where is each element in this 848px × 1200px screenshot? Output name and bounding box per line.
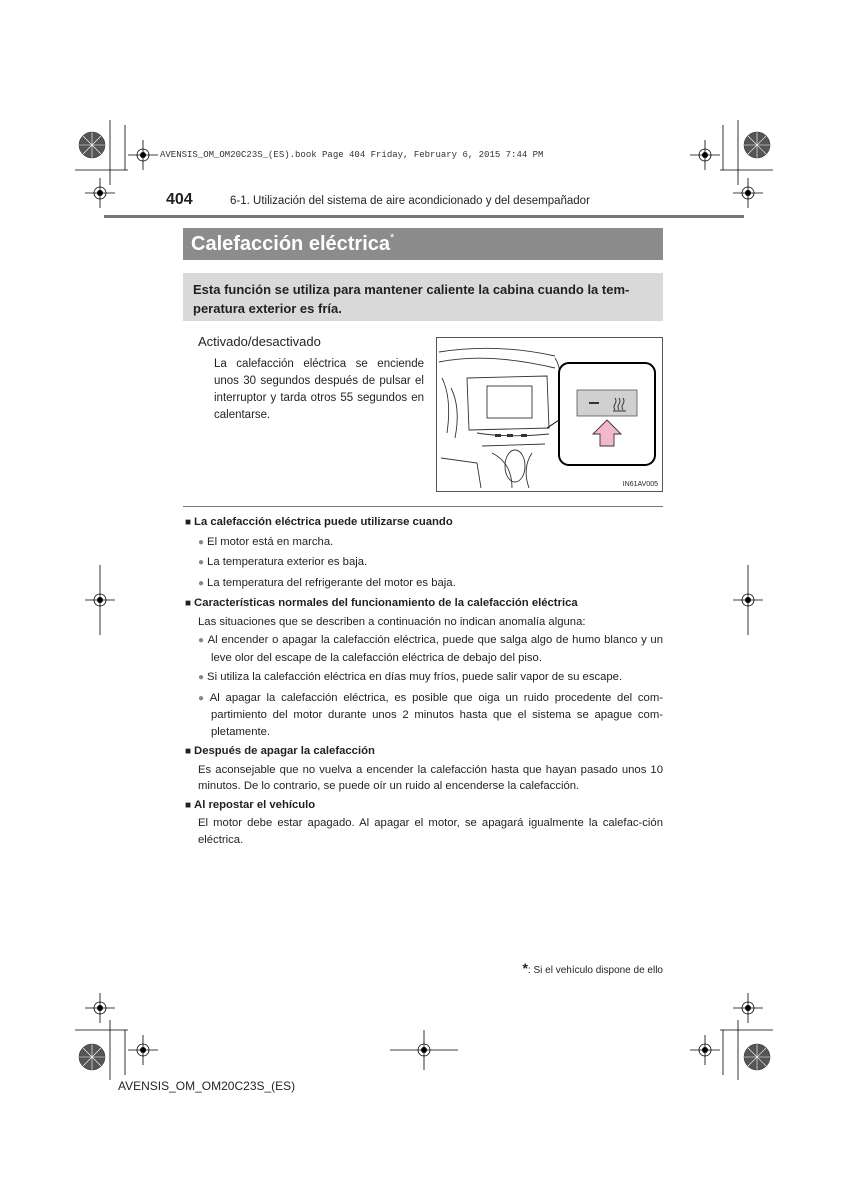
- note-bullet: ● Al apagar la calefacción eléctrica, es posible que oiga un ruido procedente del com-partimiento del motor durante unos 2 minutos hasta que el sistema se apague com-pletamente.: [185, 690, 663, 741]
- page-number: 404: [166, 191, 193, 208]
- footer-code: AVENSIS_OM_OM20C23S_(ES): [118, 1079, 296, 1093]
- note-paragraph: El motor debe estar apagado. Al apagar el motor, se apagará igualmente la calefac-ción eléctrica.: [198, 817, 663, 846]
- section-rule: [183, 506, 663, 507]
- note-paragraph: Las situaciones que se describen a continuación no indican anomalía alguna:: [198, 615, 586, 628]
- on-off-label: Activado/desactivado: [198, 334, 321, 349]
- note-heading: ■ Al repostar el vehículo: [185, 797, 663, 815]
- page-title: [183, 228, 663, 260]
- note-bullet: ● La temperatura del refrigerante del motor es baja.: [185, 575, 663, 593]
- page-title-text: Calefacción eléctrica: [191, 233, 390, 255]
- section-title: 6-1. Utilización del sistema de aire acondicionado y del desempañador: [230, 195, 590, 207]
- note-heading: ■ Características normales del funcionamiento de la calefacción eléctrica: [185, 595, 663, 613]
- dashboard-drawing: [437, 338, 662, 491]
- notes-body: [185, 512, 663, 850]
- note-bullet: ● Si utiliza la calefacción eléctrica en días muy fríos, puede salir vapor de su escape.: [185, 669, 663, 687]
- dashboard-illustration: [436, 337, 663, 492]
- note-heading: ■ Después de apagar la calefacción: [185, 743, 663, 761]
- note-bullet: ● Al encender o apagar la calefacción eléctrica, puede que salga algo de humo blanco y un leve olor del escape de la calefacción eléctrica de debajo del piso.: [185, 632, 663, 666]
- title-marker: *: [390, 232, 395, 244]
- note-paragraph: Es aconsejable que no vuelva a encender la calefacción hasta que hayan pasado unos 10 minutos. De lo contrario, se puede oír un ruido al encenderse la calefacción.: [198, 763, 663, 792]
- note-bullet: ● La temperatura exterior es baja.: [185, 554, 663, 572]
- footnote-text: : Si el vehículo dispone de ello: [527, 965, 663, 976]
- footnote: [508, 960, 663, 976]
- footnote-marker: *: [522, 960, 528, 976]
- header-rule: [104, 215, 744, 218]
- print-header: AVENSIS_OM_OM20C23S_(ES).book Page 404 Friday, February 6, 2015 7:44 PM: [160, 150, 544, 160]
- note-heading: ■ La calefacción eléctrica puede utilizarse cuando: [185, 514, 663, 532]
- note-bullet: ● El motor está en marcha.: [185, 534, 663, 552]
- on-off-description: La calefacción eléctrica se enciende unos 30 segundos después de pulsar el interruptor y tarda otros 55 segundos en calentarse.: [214, 358, 424, 421]
- figure-code: IN61AV005: [622, 481, 658, 488]
- intro-box: Esta función se utiliza para mantener caliente la cabina cuando la tem-peratura exterior es fría.: [183, 273, 663, 321]
